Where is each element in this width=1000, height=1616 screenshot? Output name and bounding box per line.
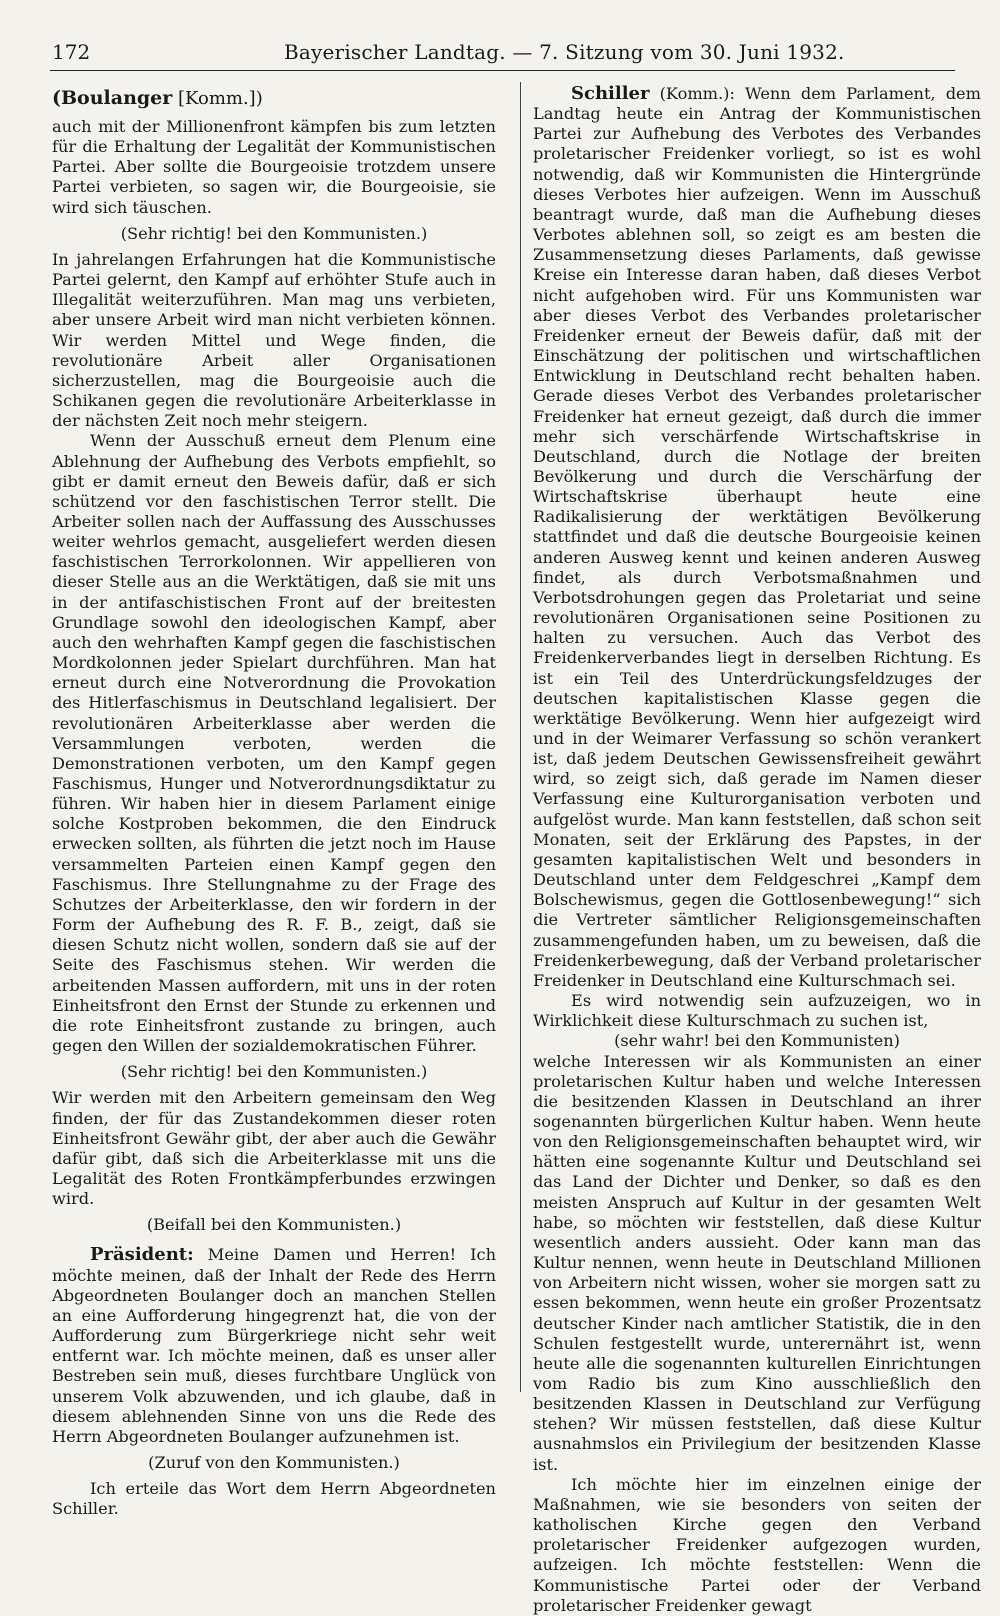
right-column [533,84,981,1616]
paragraph: Ich erteile das Wort dem Herrn Abgeordneten Schiller. [52,1479,496,1519]
interjection: (Beifall bei den Kommunisten.) [146,1215,402,1235]
continuation-speaker: (Boulanger [52,87,173,109]
interjection: (Zuruf von den Kommunisten.) [148,1453,400,1472]
paragraph: Es wird notwendig sein aufzuzeigen, wo in Wirklichkeit diese Kulturschmach zu suchen ist, [533,991,981,1031]
running-title: Bayerischer Landtag. — 7. Sitzung vom 30. Juni 1932. [284,40,845,64]
paragraph: auch mit der Millionenfront kämpfen bis zum letzten für die Erhaltung der Legalität der Kommunistischen Partei. Aber sollte die Bourgeoisie trotzdem unsere Partei verbieten, so sagen wir, die Bourgeoisie, sie wird sich täuschen. [52,117,496,217]
continuation-heading [52,84,496,113]
statement-text: Meine Damen und Herren! Ich möchte meinen, daß der Inhalt der Rede des Herrn Abgeordneten Boulanger doch an manchen Stellen an eine Aufforderung hingegrenzt hat, die von der Aufforderung zum Bürgerkriege nicht sehr weit entfernt war. Ich möchte meinen, daß es unser aller Bestreben sein muß, dieses furchtbare Unglück von unserem Volk abzuwenden, und ich glaube, daß in diesem ablehnenden Sinne von uns die Rede des Herrn Abgeordneten Boulanger aufzunehmen ist. [52,1245,496,1446]
president-statement [52,1245,496,1447]
left-column [52,84,496,1519]
continuation-party: [Komm.]) [178,88,263,109]
interjection: (Sehr richtig! bei den Kommunisten.) [120,1062,428,1082]
interjection: (Sehr richtig! bei den Kommunisten.) [120,223,428,243]
speaker-label: Präsident: [90,1244,194,1266]
paragraph: Wir werden mit den Arbeitern gemeinsam den Weg finden, der für das Zustandekommen dieser roten Einheitsfront Gewähr gibt, der aber auch die Gewähr dafür gibt, daß sich die Arbeiterklasse mit uns die Legalität des Roten Frontkämpferbundes erzwingen wird. [52,1088,496,1209]
interjection: (sehr wahr! bei den Kommunisten) [614,1031,900,1051]
speech-text: (Komm.): Wenn dem Parlament, dem Landtag heute ein Antrag der Kommunistischen Partei zur Aufhebung des Verbotes des Verbandes proletarischer Freidenker vorliegt, so ist es wohl notwendig, daß wir Kommunisten die Hintergründe dieses Verbotes hier aufzeigen. Wenn im Ausschuß beantragt wurde, daß man die Aufhebung dieses Verbotes ablehnen soll, so zeigt es am besten die Zusammensetzung dieses Parlaments, daß gewisse Kreise ein Interesse daran haben, daß dieses Verbot nicht aufgehoben wird. Für uns Kommunisten war aber dieses Verbot des Verbandes proletarischer Freidenker erneut der Beweis dafür, daß mit der Einschätzung der politischen und wirtschaftlichen Entwicklung in Deutschland recht behalten haben. Gerade dieses Verbot des Verbandes proletarischer Freidenker hat erneut gezeigt, daß durch die immer mehr sich verschärfende Wirtschaftskrise in Deutschland, durch die Notlage der breiten Bevölkerung und durch die Verschärfung der Wirtschaftskrise überhaupt heute eine Radikalisierung der werktätigen Bevölkerung stattfindet und daß die deutsche Bourgeoisie keinen anderen Ausweg kennt und keinen anderen Ausweg findet, als durch Verbotsmaßnahmen und Verbotsdrohungen gegen das Proletariat und seine revolutionären Organisationen seine Positionen zu halten zu versuchen. Auch das Verbot des Freidenkerverbandes liegt in derselben Richtung. Es ist ein Teil des Unterdrückungsfeldzuges der deutschen kapitalistischen Klasse gegen die werktätige Bevölkerung. Wenn hier aufgezeigt wird und in der Weimarer Verfassung so schön verankert ist, daß jedem Deutschen Gewissensfreiheit gewährt wird, so zeigt sich, daß gerade im Namen dieser Verfassung eine Kulturorganisation verboten und aufgelöst wurde. Man kann feststellen, daß schon seit Monaten, seit der Erklärung des Papstes, in der gesamten kapitalistischen Welt und besonders in Deutschland unter dem Feldgeschrei „Kampf dem Bolschewismus, gegen die Gottlosenbewegung!“ sich die Vertreter sämtlicher Religionsgemeinschaften zusammengefunden haben, um zu beweisen, daß die Freidenkerbewegung, daß der Verband proletarischer Freidenker in Deutschland eine Kulturschmach sei. [533,84,981,990]
speech-opening [533,84,981,991]
header-rule [50,70,955,71]
paragraph: welche Interessen wir als Kommunisten an einer proletarischen Kultur haben und welche Interessen die besitzenden Klassen in Deutschland an ihrer sogenannten bürgerlichen Kultur haben. Wenn heute von den Religionsgemeinschaften behauptet wird, wir hätten eine sogenannte Kultur und Deutschland sei das Land der Dichter und Denker, so daß es den meisten Anspruch auf Kultur in der gesamten Welt habe, so möchten wir feststellen, daß diese Kultur wesentlich anders aussieht. Oder kann man das Kultur nennen, wenn heute in Deutschland Millionen von Arbeitern nicht wissen, woher sie morgen satt zu essen bekommen, wenn heute ein großer Prozentsatz deutscher Kinder nach amtlicher Statistik, die in den Schulen festgestellt wurde, unterernährt ist, wenn heute alle die sogenannten kulturellen Einrichtungen vom Radio bis zum Kino ausschließlich den besitzenden Klassen in Deutschland zur Verfügung stehen? Wir müssen feststellen, daß diese Kultur ausnahmslos ein Privilegium der besitzenden Klasse ist. [533,1051,981,1474]
page-number: 172 [52,40,91,64]
page-header [52,40,952,70]
paragraph: Ich möchte hier im einzelnen einige der Maßnahmen, wie sie besonders von seiten der katholischen Kirche gegen den Verband proletarischer Freidenker aufgezogen wurden, aufzeigen. Ich möchte feststellen: Wenn die Kommunistische Partei oder der Verband proletarischer Freidenker gewagt [533,1474,981,1615]
speaker-name: Schiller [571,83,650,104]
paragraph: Wenn der Ausschuß erneut dem Plenum eine Ablehnung der Aufhebung des Verbots empfiehlt, so gibt er damit erneut den Beweis dafür, daß er sich schützend vor den faschistischen Terror stellt. Die Arbeiter sollen nach der Auffassung des Ausschusses weiter wehrlos gemacht, ausgeliefert werden diesen faschistischen Terrorkolonnen. Wir appellieren von dieser Stelle aus an die Werktätigen, daß sie mit uns in der antifaschistischen Front auf der breitesten Grundlage sowohl den ideologischen Kampf, aber auch den wehrhaften Kampf gegen die faschistischen Mordkolonnen jeder Spielart durchführen. Man hat erneut durch eine Notverordnung die Provokation des Hitlerfaschismus in Deutschland legalisiert. Der revolutionären Arbeiterklasse aber werden die Versammlungen verboten, werden die Demonstrationen verboten, um den Kampf gegen Faschismus, Hunger und Notverordnungsdiktatur zu führen. Wir haben hier in diesem Parlament einige solche Kostproben bekommen, die den Eindruck erwecken sollten, als führten die jetzt noch im Hause versammelten Parteien einen Kampf gegen den Faschismus. Ihre Stellungnahme zu der Frage des Schutzes der Arbeiterklasse, den wir fordern in der Form der Aufhebung des R. F. B., zeigt, daß sie diesen Schutz nicht wollen, sondern daß sie auf der Seite des Faschismus stehen. Wir werden die arbeitenden Massen auffordern, mit uns in der roten Einheitsfront den Ernst der Stunde zu erkennen und die rote Einheitsfront zustande zu bringen, auch gegen den Willen der sozialdemokratischen Führer. [52,431,496,1056]
column-divider [520,82,521,1392]
paragraph: In jahrelangen Erfahrungen hat die Kommunistische Partei gelernt, den Kampf auf erhöhter Stufe auch in Illegalität weiterzuführen. Man mag uns verbieten, aber unsere Arbeit wird man nicht verbieten können. Wir werden Mittel und Wege finden, die revolutionäre Arbeit aller Organisationen sicherzustellen, mag die Bourgeoisie auch die Schikanen gegen die revolutionäre Arbeiterklasse in der nächsten Zeit noch mehr steigern. [52,249,496,431]
